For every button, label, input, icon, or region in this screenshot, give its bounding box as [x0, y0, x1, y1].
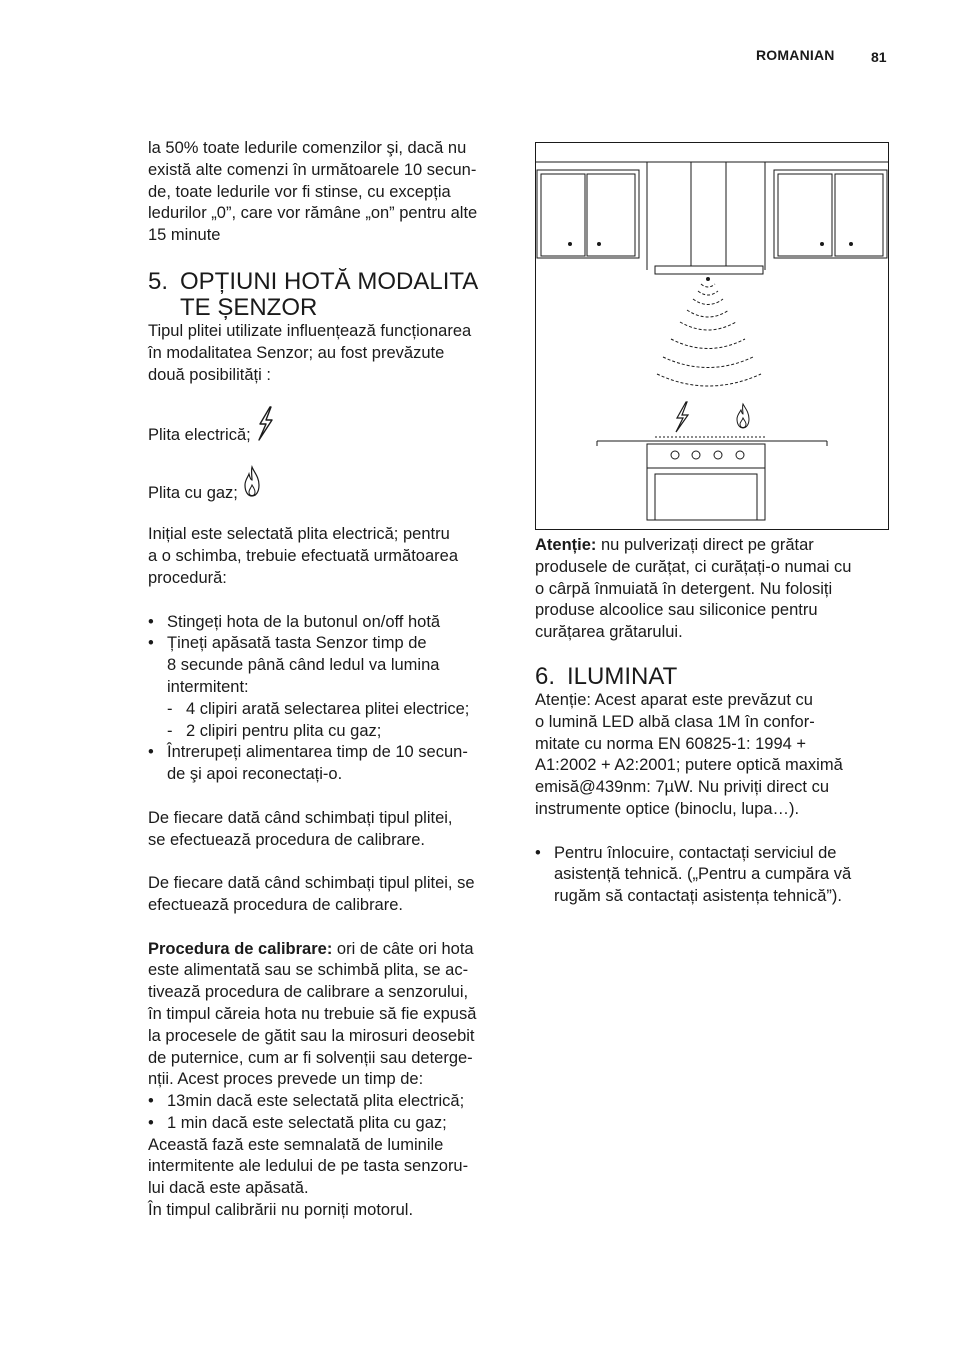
procedure-after-line: În timpul calibrării nu porniți motorul.	[148, 1201, 414, 1220]
left-cabinet-knob	[597, 242, 601, 246]
calibration-note: efectuează procedura de calibrare.	[148, 895, 403, 914]
attention-label: Atenție:	[535, 536, 597, 554]
procedure-label: Procedura de calibrare:	[148, 939, 333, 958]
hood-sensor-diagram	[535, 142, 889, 530]
intro-line: ledurilor „0”, care vor rămâne „on” pentru alte	[148, 204, 478, 223]
list-item: • Pentru înlocuire, contactați serviciul de asistență tehnică. („Pentru a cumpăra vă rugăm să contactați asistența tehnică”).	[535, 843, 852, 906]
section5-title-line: OPȚIUNI HOTĂ MODALITA	[180, 267, 479, 295]
section6-line: instrumente optice (binoclu, lupa…).	[535, 799, 800, 818]
sensor-waves	[657, 284, 761, 386]
section6-line: A1:2002 + A2:2001; putere optică maximă	[535, 756, 843, 775]
chimney-hood	[655, 162, 763, 274]
bullet: •	[148, 743, 154, 762]
procedure-after-line: lui dacă este apăsată.	[148, 1179, 309, 1198]
bullet: •	[148, 634, 154, 653]
section6-line: mitate cu norma EN 60825-1: 1994 +	[535, 734, 807, 753]
section6-line: o lumină LED albă clasa 1M în confor-	[535, 712, 815, 731]
section5-number: 5.	[148, 267, 169, 295]
section6-title: ILUMINAT	[567, 662, 678, 690]
procedure-first-line: Procedura de calibrare: ori de câte ori hota	[148, 939, 474, 958]
section6-line: Atenție: Acest aparat este prevăzut cu	[535, 690, 813, 709]
left-column	[148, 138, 508, 1222]
electric-hob-label: Plita electrică;	[148, 425, 251, 444]
intro-line: la 50% toate ledurile comenzilor şi, dacă nu	[148, 139, 467, 157]
intro-line: de, toate ledurile vor fi stinse, cu excepția	[148, 182, 451, 201]
gas-hob-option	[148, 468, 508, 504]
section5-intro-line: Tipul plitei utilizate influențează funcționarea	[148, 321, 472, 340]
page-number: 81	[871, 49, 887, 65]
lightning-bolt-icon	[255, 406, 275, 442]
section6-heading	[535, 664, 890, 690]
attention-line: curățarea grătarului.	[535, 623, 683, 642]
procedure-line: la procesele de gătit sau la mirosuri deosebit	[148, 1026, 475, 1045]
list-item: • 1 min dacă este selectată plita cu gaz;	[148, 1113, 508, 1135]
bullet: •	[148, 1092, 154, 1111]
gas-flame-icon	[737, 404, 749, 428]
sub-list-item: - 2 clipiri pentru plita cu gaz;	[167, 721, 382, 740]
lightning-bolt-icon	[676, 402, 688, 432]
procedure-line: este alimentată sau se schimbă plita, se ac-	[148, 961, 469, 980]
procedure-after-line: intermitente ale ledului de pe tasta senzoru-	[148, 1157, 469, 1176]
list-item: • 13min dacă este selectată plita electrică;	[148, 1091, 508, 1113]
section5-intro-line: două posibilități :	[148, 365, 271, 384]
calibration-note: se efectuează procedura de calibrare.	[148, 830, 426, 849]
list-item: • Țineți apăsată tasta Senzor timp de 8 secunde până când ledul va lumina intermitent:	[148, 634, 440, 696]
procedure-line: nții. Acest proces prevede un timp de:	[148, 1070, 424, 1089]
calibration-note: De fiecare dată când schimbați tipul plitei,	[148, 808, 453, 827]
right-column	[535, 535, 890, 908]
section6-line: emisă@439nm: 7µW. Nu priviți direct cu	[535, 778, 830, 797]
right-cabinet-knob	[820, 242, 824, 246]
oven	[647, 444, 765, 520]
right-cabinet-knob	[849, 242, 853, 246]
intro-line: 15 minute	[148, 226, 221, 245]
procedure-line: tivează procedura de calibrare a senzorului,	[148, 983, 469, 1002]
electric-hob-option	[148, 410, 508, 446]
attention-line: produse alcoolice sau siliconice pentru	[535, 601, 818, 620]
left-wall-cabinet	[537, 162, 647, 270]
initial-line: a o schimba, trebuie efectuată următoarea	[148, 547, 459, 566]
section5-title-line: TE ȘENZOR	[180, 293, 318, 321]
initial-line: procedură:	[148, 568, 227, 587]
worktop-and-hob	[597, 437, 827, 446]
procedure-line: în timpul căreia hota nu trebuie să fie expusă	[148, 1004, 477, 1023]
sub-list-item: - 4 clipiri arată selectarea plitei electrice;	[167, 699, 470, 718]
attention-line: produsele de curățat, ci curățați-o numai cu	[535, 557, 852, 576]
section5-intro-line: în modalitatea Senzor; au fost prevăzute	[148, 343, 445, 362]
initial-line: Inițial este selectată plita electrică; pentru	[148, 525, 450, 544]
gas-hob-label: Plita cu gaz;	[148, 483, 238, 502]
left-cabinet-knob	[568, 242, 572, 246]
bullet: •	[148, 612, 154, 631]
gas-flame-icon	[242, 465, 262, 501]
calibration-note: De fiecare dată când schimbați tipul plitei, se	[148, 874, 475, 893]
procedure-line: de puternice, cum ar fi solvenții sau deterge-	[148, 1048, 473, 1067]
bullet: •	[148, 1113, 154, 1132]
right-wall-cabinet	[765, 162, 887, 270]
procedure-steps	[148, 612, 508, 786]
section5-heading	[148, 269, 508, 321]
attention-first-line: Atenție: nu pulverizați direct pe grătar	[535, 536, 814, 554]
list-item: • Întrerupeți alimentarea timp de 10 secun- de şi apoi reconectați-o.	[148, 743, 468, 784]
intro-line: există alte comenzi în următoarele 10 secun-	[148, 160, 477, 179]
bullet: •	[535, 843, 541, 862]
attention-line: o cârpă înmuiată în detergent. Nu folosiți	[535, 579, 833, 598]
section6-number: 6.	[535, 662, 556, 690]
list-item: • Stingeți hota de la butonul on/off hotă	[148, 612, 508, 634]
header-language: ROMANIAN	[756, 47, 835, 63]
sensor-led	[706, 277, 710, 281]
diagram-frame	[536, 143, 889, 530]
procedure-after-line: Această fază este semnalată de luminile	[148, 1135, 444, 1154]
